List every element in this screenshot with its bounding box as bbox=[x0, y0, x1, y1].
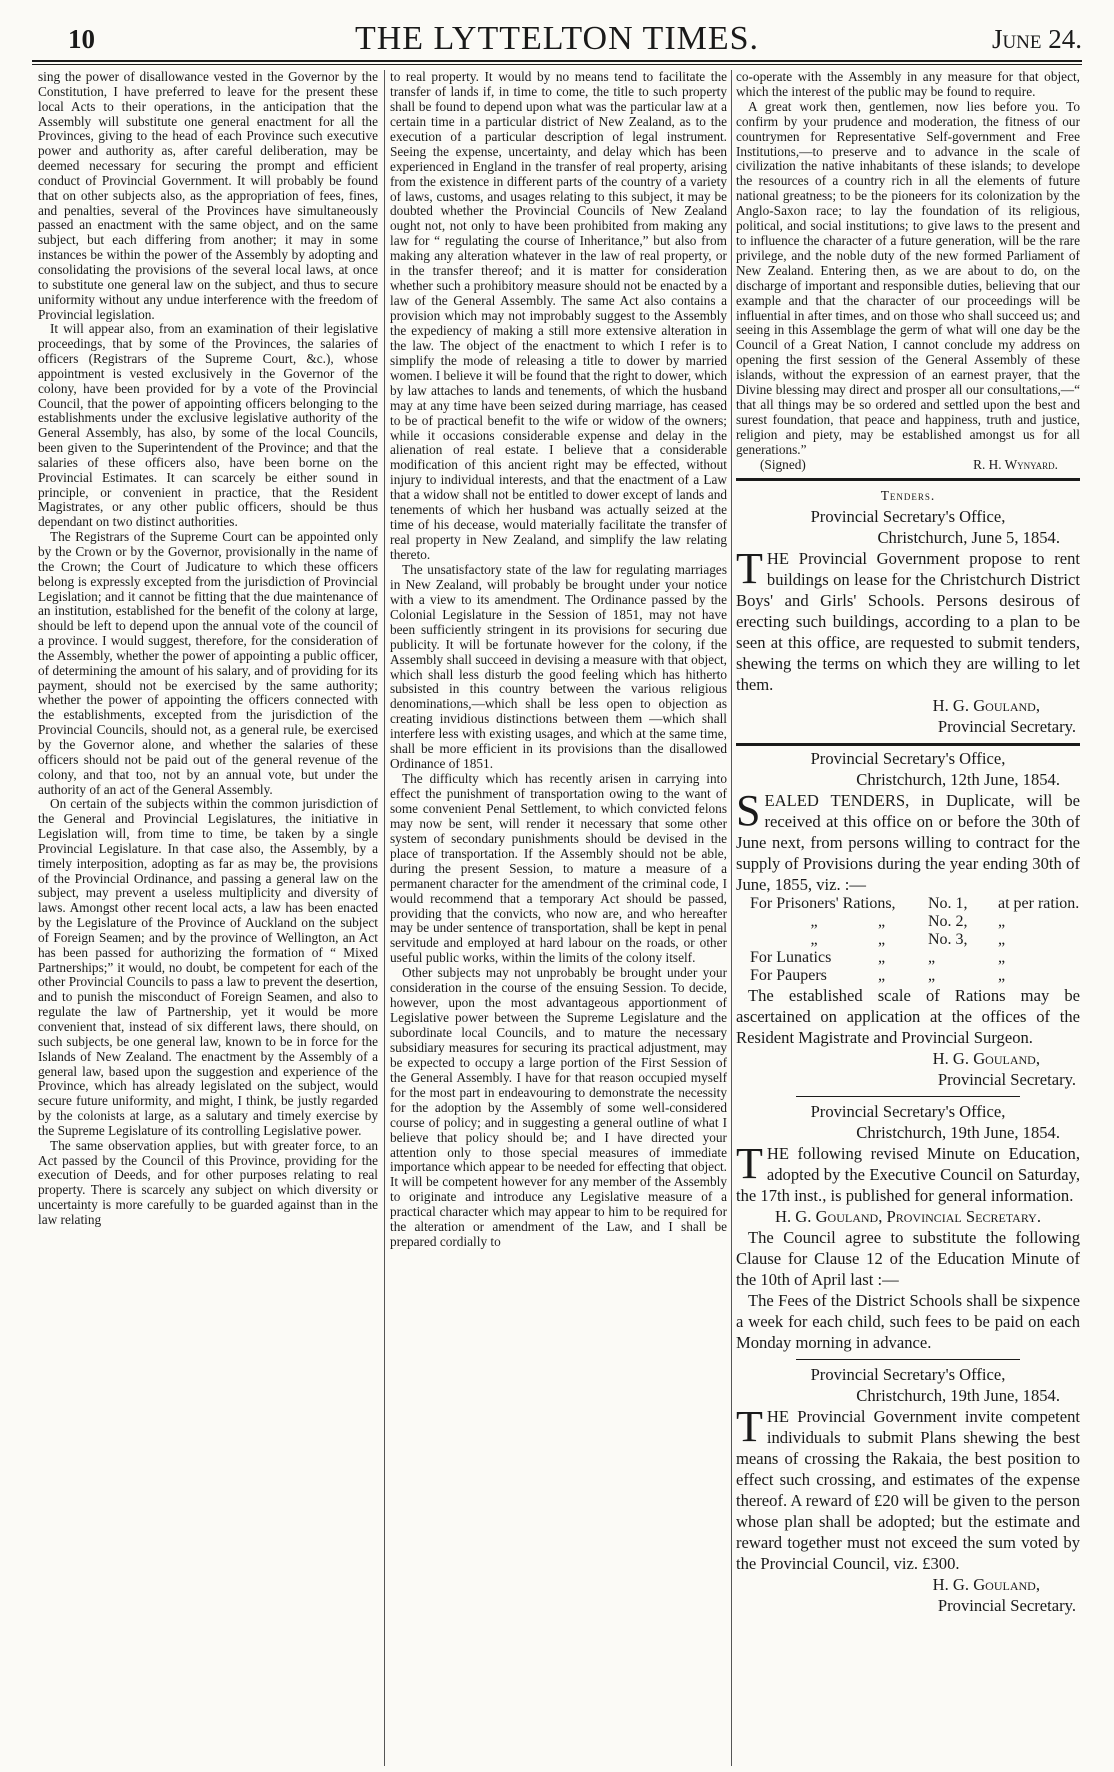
drop-cap: T bbox=[736, 544, 763, 594]
column-divider bbox=[384, 70, 385, 1766]
paragraph: The difficulty which has recently arisen in carrying into effect the punishment of transportation owing to the want of some convenient Penal Settlement, to which convicted felons may now be sent, will render it necessary that some other system of secondary punishments should be devised in the place of transportation. If the Assembly should not be able, during the present Session, to mature a measure of a permanent character for the amendment of the criminal code, I would recommend that a temporary Act should be passed, providing that the convicts, who now are, and who hereafter may be under sentence of transportation, shall be kept in penal servitude and employed at hard labour on the roads, or other useful public works, within the limits of the colony itself. bbox=[390, 771, 727, 966]
ad-body: HE following revised Minute on Education, adopted by the Executive Council on Saturday, the 17th inst., is published for general information. bbox=[736, 1144, 1080, 1206]
ad-dateline: Christchurch, June 5, 1854. bbox=[877, 528, 1060, 548]
paragraph: The same observation applies, but with greater force, to an Act passed by the Council of this Province, providing for the execution of Deeds, and for other purposes relating to real property. There is scarcely any subject on which diversity or uncertainty is more carefully to be guarded against than in the law relating bbox=[38, 1137, 378, 1227]
ad-dateline: Christchurch, 19th June, 1854. bbox=[856, 1123, 1060, 1143]
ad-signer-title: Provincial Secretary. bbox=[937, 1596, 1076, 1616]
section-rule bbox=[796, 1096, 1020, 1097]
ad-paragraph: The Council agree to substitute the following Clause for Clause 12 of the Education Minute of the 10th of April last :— bbox=[736, 1228, 1080, 1290]
rations-cell: For Paupers bbox=[750, 967, 827, 985]
masthead-rule-thin bbox=[32, 64, 1082, 65]
paragraph: A great work then, gentlemen, now lies before you. To confirm by your prudence and moderation, the fitness of our countrymen for Representative Self-government and Free Institutions,—to preserve and to advance in the scale of civilization the native inhabitants of these islands; to develope the resources of a country rich in all the elements of future national greatness; to be the pioneers for its colonization by the Anglo-Saxon race; to lay the foundation of its religious, political, and social institutions; to give laws to the present and to influence the character of a future generation, will be the rare privilege, and the noble duty of the new formed Parliament of New Zealand. Entering then, as we are about to do, on the discharge of important and responsible duties, believing that our example and that the character of our proceedings will be influential in after times, and on those who shall succeed us; and seeing in this Assemblage the germ of what will one day be the Council of a Great Nation, I cannot conclude my address on opening the first session of the General Assembly of these islands, without the expression of an earnest prayer, that the Divine blessing may direct and prosper all our consultations,—“ that all things may be so ordered and settled upon the best and surest foundation, that peace and happiness, truth and justice, religion and piety, may be established amongst us for all generations.” bbox=[736, 98, 1080, 457]
newspaper-title: THE LYTTELTON TIMES. bbox=[354, 20, 760, 57]
paragraph: The Registrars of the Supreme Court can be appointed only by the Crown or by the Governor, provisionally in the name of the Crown; the Court of Judicature to which these officers belong is expressly excepted from the jurisdiction of Provincial Legislation; and it cannot be fitting that the due maintenance of an institution, established for the benefit of the colony at large, should be left to depend upon the annual vote of the council of a province. I would suggest, therefore, for the consideration of the Assembly, whether the power of appointing a public officer, of determining the amount of his salary, and of providing for its payment, should not be exercised by the same authority; whether the power of appointing the officers connected with the establishments, excepted from the jurisdiction of the Provincial Councils, should not, as a general rule, be exercised by the Governor alone, and whether the salaries of these officers should not be paid out of the general revenue of the colony, and that too, not by an annual vote, but under the authority of an act of the General Assembly. bbox=[38, 529, 378, 797]
ad-office: Provincial Secretary's Office, bbox=[810, 1102, 1006, 1122]
masthead-rule bbox=[32, 60, 1082, 62]
rations-cell: „ bbox=[878, 913, 886, 931]
rations-cell: „ bbox=[810, 931, 818, 949]
column-3 bbox=[736, 70, 1080, 1766]
ad-signer-title: Provincial Secretary. bbox=[937, 1070, 1076, 1090]
drop-cap: T bbox=[736, 1139, 763, 1189]
ad-signer: H. G. Gouland, bbox=[932, 696, 1040, 716]
rations-cell: „ bbox=[928, 949, 936, 967]
rations-cell: „ bbox=[810, 913, 818, 931]
paragraph: to real property. It would by no means tend to facilitate the transfer of lands if, in time to come, the title to such property shall be found to depend upon what was the particular law at a certain time in a particular district of New Zealand, as to the execution of a particular description of legal instrument. Seeing the expense, uncertainty, and delay which has been experienced in England in the transfer of real property, arising from the existence in different parts of the country of a variety of laws, customs, and usages relating to this subject, it may be doubted whether the Provincial Councils of New Zealand ought not, not only to have been prohibited from making any law for “ regulating the course of Inheritance,” but also from making any alteration whatever in the law of real property, or in the transfer thereof; and it is matter for consideration whether such a prohibitory measure should not be enacted by a law of the General Assembly. The same Act also contains a provision which may not improbably suggest to the Assembly the expediency of making a still more extensive alteration in the law. The object of the enactment to which I refer is to simplify the mode of releasing a title to dower by married women. I believe it will be found that the right to dower, which by law attaches to lands and tenements, of which the husband may at any time have been seized during marriage, has ceased to be of practical benefit to the wife or widow of the owners; while it occasions considerable expense and delay in the alienation of real estate. I believe that a considerable modification of this ancient right may be effected, without injury to individual interests, and that the enactment of a Law that a widow shall not be entitled to dower except of lands and tenements of which her husband was actually seized at the time of his decease, would materially facilitate the transfer of real property in New Zealand, and simplify the law relating thereto. bbox=[390, 70, 727, 562]
paragraph: It will appear also, from an examination of their legislative proceedings, that by some of the Provinces, the salaries of officers (Registrars of the Supreme Court, &c.), whose appointment is vested exclusively in the Governor of the colony, have been provided for by a vote of the Provincial Council, that the power of appointing officers belonging to the establishments under the exclusive legislative authority of the General Assembly, has also, by some of the local Councils, been given to the Superintendent of the Province; and that the salaries of these officers also, have been borne on the Provincial Estimates. It can scarcely be either sound in principle, or convenient in practice, that the Resident Magistrates, or any other public officers, should be thus dependant on two distinct authorities. bbox=[38, 321, 378, 530]
provisions-advertisement bbox=[736, 748, 1080, 1090]
section-rule bbox=[736, 743, 1080, 746]
rations-cell: „ bbox=[998, 913, 1006, 931]
rations-cell: „ bbox=[878, 931, 886, 949]
issue-date: June 24. bbox=[991, 24, 1082, 54]
ad-signer: H. G. Gouland, Provincial Secretary. bbox=[775, 1207, 1041, 1227]
section-rule bbox=[736, 478, 1080, 481]
rations-table bbox=[736, 895, 1080, 985]
ad-dateline: Christchurch, 12th June, 1854. bbox=[856, 770, 1060, 790]
page-number: 10 bbox=[68, 24, 95, 54]
ad-signer: H. G. Gouland, bbox=[932, 1049, 1040, 1069]
column-1 bbox=[38, 70, 378, 1766]
section-rule bbox=[796, 1359, 1020, 1360]
education-advertisement bbox=[736, 1101, 1080, 1353]
rations-cell: „ bbox=[928, 967, 936, 985]
rations-cell: No. 2, bbox=[928, 913, 968, 931]
masthead bbox=[32, 16, 1082, 58]
rations-cell: „ bbox=[998, 967, 1006, 985]
paragraph: The unsatisfactory state of the law for regulating marriages in New Zealand, will probably be brought under your notice with a view to its amendment. The Ordinance passed by the Colonial Legislature in the Session of 1851, may not have been sufficiently stringent in its provisions for securing due publicity. It will be fortunate however for the colony, if the Assembly shall succeed in devising a measure with that object, which shall less disturb the good feeling which has hitherto subsisted in this country between the various religious denominations,—which shall be less open to objection as creating invidious distinctions between them —which shall interfere less with existing usages, and which at the same time, shall be more efficient in its provisions than the disallowed Ordinance of 1851. bbox=[390, 561, 727, 772]
rations-cell: „ bbox=[998, 949, 1006, 967]
rations-cell: „ bbox=[878, 949, 886, 967]
ad-body: HE Provincial Government propose to rent buildings on lease for the Christchurch District Boys' and Girls' Schools. Persons desirous of erecting such buildings, according to a plan to be seen at this office, are requested to submit tenders, shewing the terms on which they are willing to let them. bbox=[736, 549, 1080, 695]
paragraph: co-operate with the Assembly in any measure for that object, which the interest of the public may be found to require. bbox=[736, 70, 1080, 99]
signed-name: R. H. Wynyard. bbox=[973, 456, 1058, 472]
ad-signer-title: Provincial Secretary. bbox=[937, 717, 1076, 737]
drop-cap: T bbox=[736, 1402, 763, 1452]
rations-cell: For Prisoners' Rations, bbox=[750, 895, 896, 913]
drop-cap: S bbox=[736, 786, 761, 836]
ad-paragraph: The Fees of the District Schools shall be sixpence a week for each child, such fees to be paid on each Monday morning in advance. bbox=[736, 1291, 1080, 1353]
ad-office: Provincial Secretary's Office, bbox=[810, 749, 1006, 769]
signed-label: (Signed) bbox=[760, 456, 806, 472]
ad-closing: The established scale of Rations may be ascertained on application at the offices of the Resident Magistrate and Provincial Surgeon. bbox=[736, 986, 1080, 1048]
rations-cell: No. 1, bbox=[928, 895, 968, 913]
ad-signer: H. G. Gouland, bbox=[932, 1575, 1040, 1595]
ad-heading: Tenders. bbox=[880, 488, 936, 504]
ad-dateline: Christchurch, 19th June, 1854. bbox=[856, 1386, 1060, 1406]
rations-cell: No. 3, bbox=[928, 931, 968, 949]
ad-office: Provincial Secretary's Office, bbox=[810, 507, 1006, 527]
ad-body: HE Provincial Government invite competent individuals to submit Plans shewing the best means of crossing the Rakaia, the best position to effect such crossing, and estimates of the expense thereof. A reward of £20 will be given to the person whose plan shall be adopted; but the estimate and reward together must not exceed the sum voted by the Provincial Council, viz. £300. bbox=[736, 1407, 1080, 1574]
rations-cell: at per ration. bbox=[998, 895, 1080, 913]
rations-cell: For Lunatics bbox=[750, 949, 832, 967]
rakaia-advertisement bbox=[736, 1364, 1080, 1616]
ad-body: EALED TENDERS, in Duplicate, will be received at this office on or before the 30th of June next, from persons willing to contract for the supply of Provisions during the year ending 30th of June, 1855, viz. :— bbox=[736, 791, 1080, 895]
paragraph: sing the power of disallowance vested in the Governor by the Constitution, I have preferred to leave for the present these local Acts to their operations, in the anticipation that the Assembly will substitute one general enactment for all the Provinces, giving to the head of each Province such executive power and authority as, after careful deliberation, may be deemed necessary for securing the prompt and efficient conduct of Provincial Government. It will probably be found that on other subjects also, as the appropriation of fees, fines, and penalties, several of the Provinces have simultaneously passed an enactment with the same object, and on the same subject, but each differing from another; it may in some instances be within the power of the Assembly by adopting and consolidating the provisions of the several local laws, at once to substitute one general law on the subject, and thus to secure uniformity without any undue interference with the freedom of Provincial legislation. bbox=[38, 70, 378, 322]
paragraph: On certain of the subjects within the common jurisdiction of the General and Provincial Legislatures, the initiative in Legislation will, from time to time, be taken by a single Provincial Legislature. In that case also, the Assembly, by a timely interposition, adopting as far as may be, the provisions of the Provincial Ordinance, and passing a general law on the subject, may prevent a useless multiplicity and diversity of laws. Amongst other recent local acts, a law has been enacted by the Legislature of the Province of Auckland on the subject of Foreign Seamen; and by the province of Wellington, an Act has been passed for authorizing the formation of “ Mixed Partnerships;” it would, no doubt, be competent for each of the other Provincial Councils to pass a law to prevent the desertion, and to punish the misconduct of Foreign Seamen, and also to regulate the law of Partnership, yet it would be more convenient that, instead of six different laws, there should, on such subjects, be one general law, known to be in force for the Islands of New Zealand. The enactment by the Assembly of a general law, based upon the suggestion and experience of the Province, which has already legislated on the subject, would secure future uniformity, and might, I think, be justly regarded by the colonists at large, as a salutary and timely exercise by the Supreme Legislature of its controlling Legislative power. bbox=[38, 796, 378, 1138]
column-divider bbox=[731, 70, 732, 1766]
ad-office: Provincial Secretary's Office, bbox=[810, 1365, 1006, 1385]
signature-line bbox=[736, 458, 1080, 473]
tenders-advertisement bbox=[736, 485, 1080, 737]
column-2 bbox=[390, 70, 727, 1766]
paragraph: Other subjects may not unprobably be brought under your consideration in the course of the ensuing Session. To decide, however, upon the most advantageous apportionment of Legislative power between the Supreme Legislature and the subordinate local Councils, and to mature the necessary subsidiary measures for securing its practical adjustment, may be expected to occupy a large portion of the First Session of the General Assembly. I have for that reason occupied myself for the most part in endeavouring to demonstrate the necessity for the adoption by the Assembly of some well-considered course of policy; and in suggesting a general outline of what I believe that policy should be; and I have directed your attention only to those special measures of immediate importance which appear to be needed for effecting that object. It will be competent however for any member of the Assembly to originate and introduce any Legislative measure of a practical character which may appear to him to be required for the alteration or amendment of the Law, and I shall be prepared cordially to bbox=[390, 965, 727, 1250]
rations-cell: „ bbox=[998, 931, 1006, 949]
rations-cell: „ bbox=[878, 967, 886, 985]
